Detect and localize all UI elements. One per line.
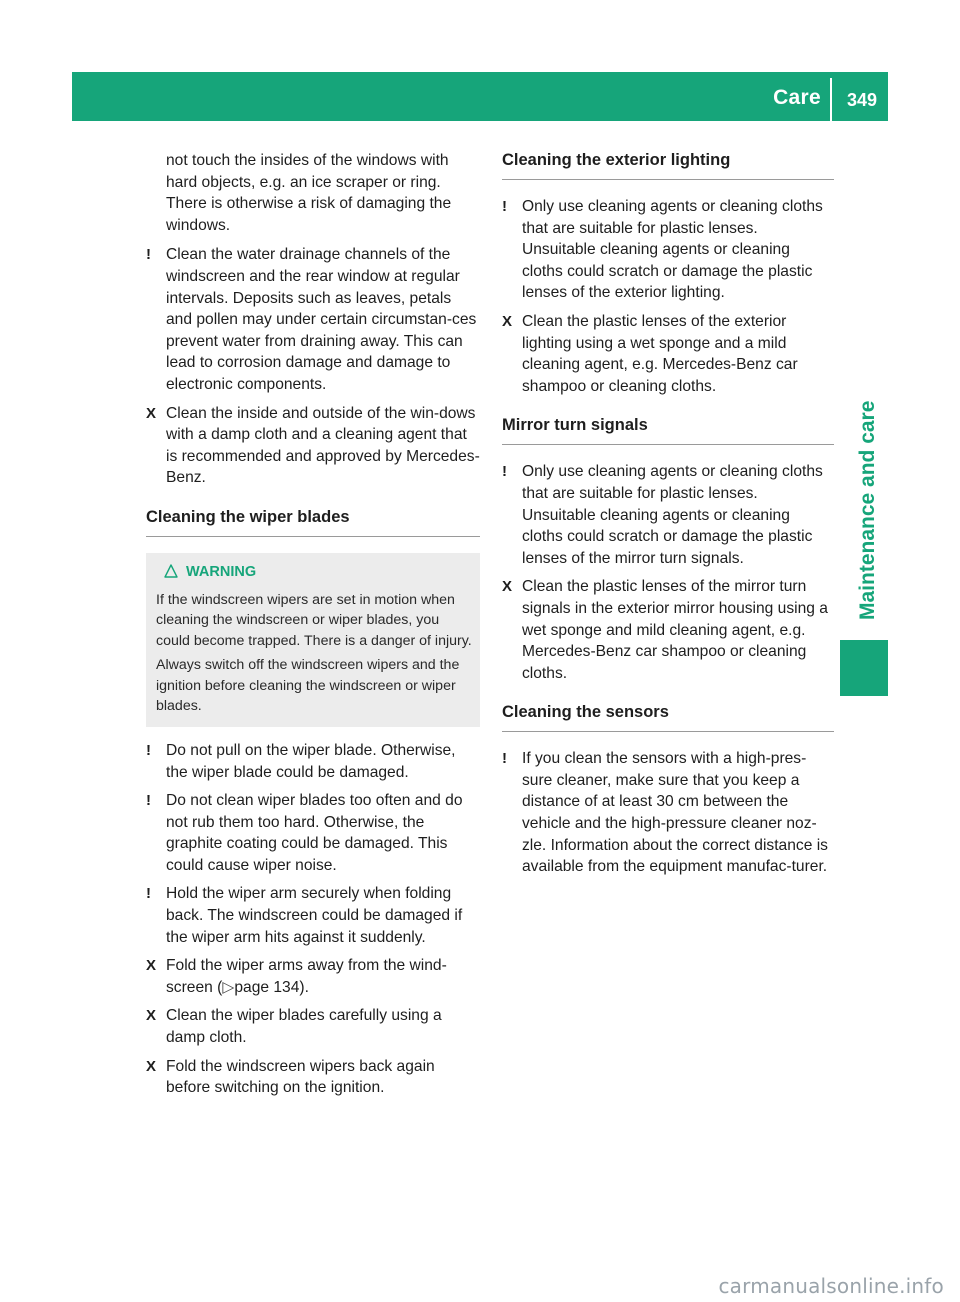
notice-text: Do not clean wiper blades too often and do not rub them too hard. Otherwise, the graphite coating could be damaged. This could cause wiper noise. — [166, 792, 463, 874]
notice-item — [146, 883, 480, 948]
step-text — [166, 955, 480, 998]
notice-marker: ! — [502, 198, 507, 215]
left-column — [146, 150, 480, 1106]
notice-text: Do not pull on the wiper blade. Otherwise, the wiper blade could be damaged. — [166, 741, 456, 781]
notice-item — [146, 740, 480, 783]
warning-title: WARNING — [186, 563, 257, 580]
notice-marker: ! — [146, 246, 151, 264]
right-column — [502, 150, 834, 885]
step-text: Clean the plastic lenses of the mirror turn signals in the exterior mirror housing using a wet sponge and mild cleaning agent, e.g. Mercedes-Benz car shampoo or cleaning cloths. — [522, 578, 828, 682]
heading-cleaning-sensors: Cleaning the sensors — [502, 702, 834, 732]
notice-marker: ! — [146, 792, 151, 810]
warning-header — [156, 562, 472, 584]
step-text: Clean the inside and outside of the win-dows with a damp cloth and a cleaning agent that is recommended and approved by Mercedes-Benz. — [166, 404, 480, 487]
side-tab-block — [840, 640, 888, 696]
step-item — [146, 403, 480, 489]
step-marker: X — [146, 404, 157, 422]
side-tab-label: Maintenance and care — [856, 400, 879, 620]
page-number: 349 — [846, 90, 878, 110]
warning-paragraph: Always switch off the windscreen wipers and the ignition before cleaning the windscreen or wiper blades. — [156, 657, 460, 715]
notice-item — [502, 196, 834, 304]
step-marker: X — [146, 957, 157, 975]
notice-marker: ! — [146, 741, 151, 759]
step-item — [146, 955, 480, 998]
step-text-part: Fold the wiper arms away from the wind-screen ( — [166, 957, 447, 996]
step-text: Fold the windscreen wipers back again before switching on the ignition. — [166, 1057, 435, 1097]
step-marker: X — [146, 1057, 157, 1075]
notice-text: If you clean the sensors with a high-pres-sure cleaner, make sure that you keep a distance of at least 30 cm between the vehicle and the high-pressure cleaner noz-zle. Information about the correct distance is available from the equipment manufac-turer. — [522, 750, 828, 876]
heading-wiper-blades: Cleaning the wiper blades — [146, 507, 480, 537]
warning-box — [146, 553, 480, 727]
notice-marker: ! — [146, 885, 151, 903]
notice-item — [502, 748, 834, 878]
warning-paragraph: If the windscreen wipers are set in motion when cleaning the windscreen or wiper blades, you could become trapped. There is a danger of injury. — [156, 591, 472, 649]
notice-text: Clean the water drainage channels of the windscreen and the rear window at regular intervals. Deposits such as leaves, petals and pollen may under certain circumstan-ces prevent water from draining away. This can lead to corrosion damage and damage to electronic components. — [166, 246, 477, 393]
step-item — [146, 1005, 480, 1048]
step-text: Clean the plastic lenses of the exterior lighting using a wet sponge and a mild cleaning agent, e.g. Mercedes-Benz car shampoo or cleaning cloths. — [522, 312, 798, 395]
notice-marker: ! — [502, 463, 507, 481]
warning-triangle-icon — [164, 564, 182, 584]
notice-item — [502, 461, 834, 569]
page-reference-arrow-icon: ▷ — [222, 978, 235, 996]
notice-item — [146, 244, 480, 395]
page-reference-link[interactable]: page 134 — [234, 978, 300, 996]
step-marker: X — [502, 312, 513, 330]
step-text-part: ). — [299, 978, 309, 996]
notice-text: Hold the wiper arm securely when folding back. The windscreen could be damaged if the wiper arm hits against it suddenly. — [166, 885, 463, 946]
notice-item — [146, 790, 480, 876]
heading-mirror-turn-signals: Mirror turn signals — [502, 415, 834, 445]
header-bar — [72, 72, 888, 121]
step-item — [146, 1056, 480, 1099]
step-text: Clean the wiper blades carefully using a damp cloth. — [166, 1007, 442, 1047]
notice-text: Only use cleaning agents or cleaning cloths that are suitable for plastic lenses. Unsuitable cleaning agents or cleaning cloths could scratch or damage the plastic lenses of the mirror turn signals. — [522, 463, 823, 567]
step-marker: X — [146, 1007, 157, 1025]
section-title: Care — [773, 86, 821, 109]
step-item — [502, 311, 834, 397]
heading-exterior-lighting: Cleaning the exterior lighting — [502, 150, 834, 180]
intro-continuation: not touch the insides of the windows with hard objects, e.g. an ice scraper or ring. There is otherwise a risk of damaging the windows. — [166, 152, 452, 234]
notice-text: Only use cleaning agents or cleaning cloths that are suitable for plastic lenses. Unsuitable cleaning agents or cleaning cloths could scratch or damage the plastic lenses of the exterior lighting. — [522, 198, 823, 302]
notice-marker: ! — [502, 750, 507, 768]
header-divider — [830, 78, 832, 121]
step-item — [502, 576, 834, 684]
step-marker: X — [502, 578, 513, 596]
watermark: carmanualsonline.info — [718, 1274, 944, 1298]
